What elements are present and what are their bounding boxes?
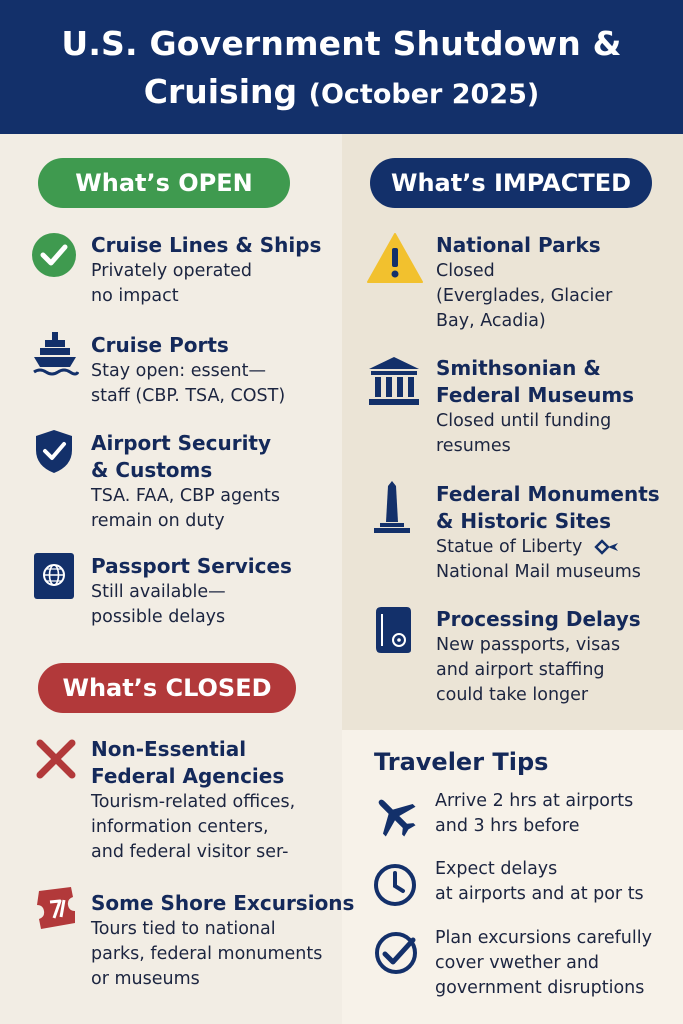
impacted-item-national-parks: National Parks Closed (Everglades, Glacier Bay, Acadia) — [436, 233, 613, 331]
closed-heading: What’s CLOSED — [38, 663, 296, 713]
tips-heading: Traveler Tips — [374, 748, 549, 776]
impacted-heading: What’s IMPACTED — [370, 158, 652, 208]
page-title-line1: U.S. Government Shutdown & — [61, 24, 622, 63]
cruise-ship-icon — [31, 330, 79, 378]
document-clock-icon — [373, 604, 413, 654]
ribbon-icon — [594, 539, 620, 555]
page-title-line2 — [0, 72, 683, 111]
open-item-airport-security: Airport Security & Customs TSA. FAA, CBP agents remain on duty — [91, 431, 280, 531]
shield-check-icon — [34, 428, 74, 474]
tip-expect-delays: Expect delays at airports and at por ts — [435, 859, 644, 904]
closed-item-agencies: Non-Essential Federal Agencies Tourism-related offices, information centers, and federal visitor ser- — [91, 737, 296, 862]
tip-arrive-early: Arrive 2 hrs at airports and 3 hrs before — [435, 791, 634, 836]
clock-icon — [373, 863, 417, 907]
open-item-cruise-lines: Cruise Lines & Ships Privately operated no impact — [91, 233, 322, 306]
statue-of-liberty-text: Statue of Liberty — [436, 537, 583, 557]
page-title-main: Cruising — [143, 72, 298, 111]
monument-icon — [372, 480, 412, 534]
open-item-cruise-ports: Cruise Ports Stay open: essent— staff (CBP. TSA, COST) — [91, 333, 286, 406]
ticket-icon — [33, 885, 77, 933]
impacted-item-museums: Smithsonian & Federal Museums Closed until funding resumes — [436, 356, 635, 456]
open-heading: What’s OPEN — [38, 158, 290, 208]
museum-icon — [367, 355, 421, 407]
checkmark-circle-icon — [373, 930, 419, 976]
header-banner — [0, 0, 683, 134]
closed-item-shore-excursions: Some Shore Excursions Tours tied to national parks, federal monuments or museums — [91, 891, 355, 989]
impacted-item-processing-delays: Processing Delays New passports, visas and airport staffing could take longer — [436, 607, 641, 705]
airplane-icon — [372, 793, 418, 839]
warning-icon — [366, 232, 424, 284]
open-item-passport-services: Passport Services Still available— possible delays — [91, 554, 292, 627]
page-title-date: (October 2025) — [308, 79, 540, 110]
tip-plan-excursions: Plan excursions carefully cover vwether and government disruptions — [435, 928, 652, 998]
impacted-item-monuments: Federal Monuments & Historic Sites Statue of Liberty National Mail museums — [436, 482, 660, 582]
check-circle-icon — [31, 232, 77, 278]
passport-globe-icon — [33, 552, 75, 600]
x-mark-icon — [35, 738, 77, 780]
